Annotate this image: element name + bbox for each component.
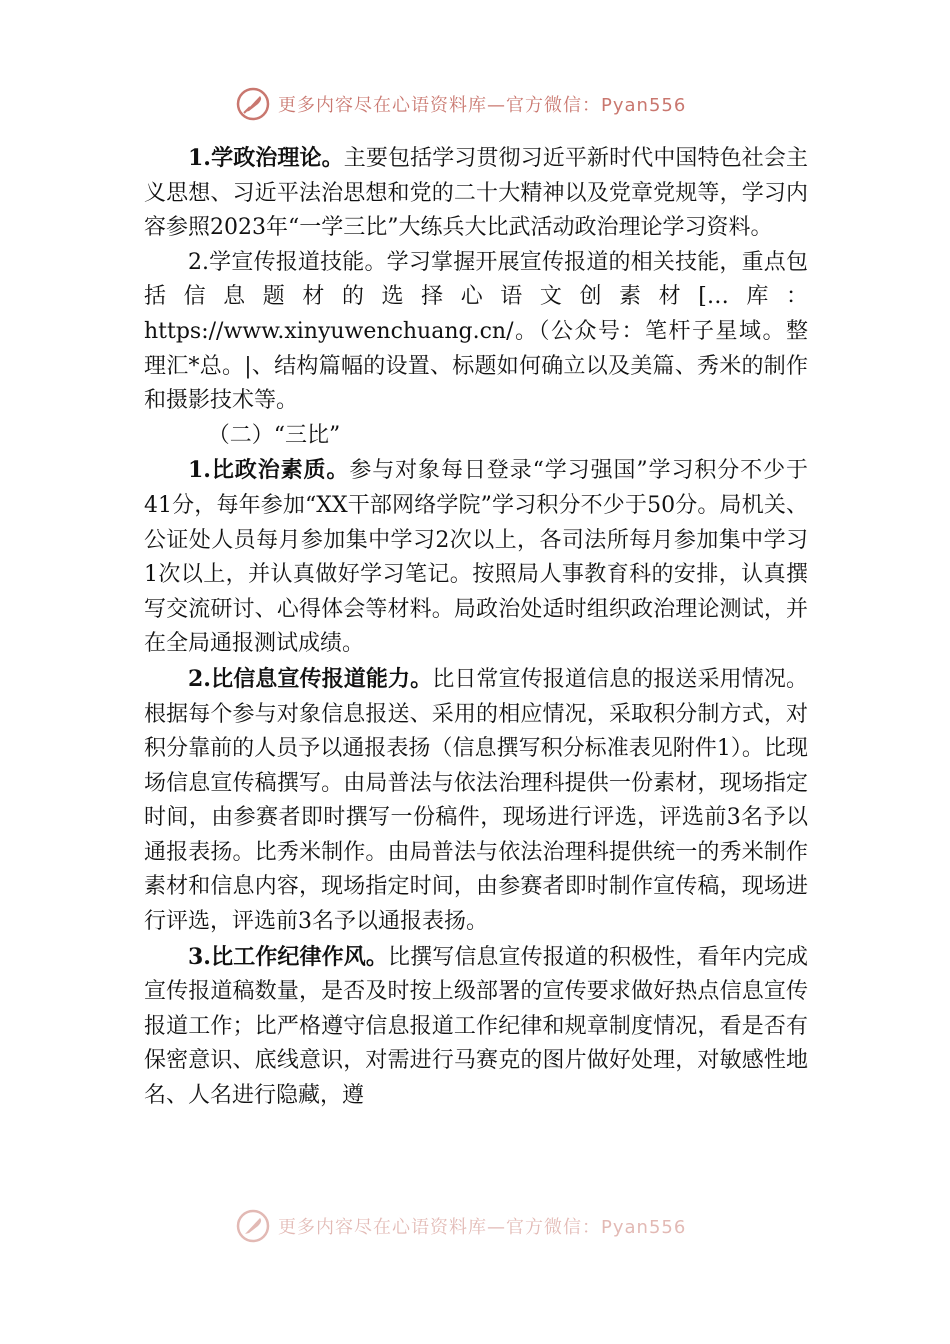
section-heading-three-compare (144, 419, 808, 454)
document-body (144, 141, 808, 1114)
paragraph-body: 2.学宣传报道技能。学习掌握开展宣传报道的相关技能，重点包括信息题材的选择心语文创素材[…库：https://www.xinyuwenchuang.cn/。（公众号：笔杆子星域。整理汇*总。|、结构篇幅的设置、标题如何确立以及美篇、秀米的制作和摄影技术等。 (144, 249, 808, 414)
paragraph-lead: 1.学政治理论。 (188, 145, 344, 171)
paragraph-lead: 1.比政治素质。 (188, 457, 350, 484)
header-watermark-text: 更多内容尽在心语资料库—官方微信：Pyan556 (278, 95, 687, 116)
paragraph-body: 比日常宣传报道信息的报送采用情况。根据每个参与对象信息报送、采用的相应情况，采取积分制方式，对积分靠前的人员予以通报表扬（信息撰写积分标准表见附件1）。比现场信息宣传稿撰写。由局普法与依法治理科提供一份素材，现场指定时间，由参赛者即时撰写一份稿件，现场进行评选，评选前3名予以通报表扬。比秀米制作。由局普法与依法治理科提供统一的秀米制作素材和信息内容，现场指定时间，由参赛者即时制作宣传稿，现场进行评选，评选前3名予以通报表扬。 (144, 666, 808, 935)
paragraph-study-politics (144, 141, 808, 246)
paragraph-lead: 3.比工作纪律作风。 (188, 943, 388, 970)
paragraph-body: 参与对象每日登录“学习强国”学习积分不少于41分，每年参加“XX干部网络学院”学习积分不少于50分。局机关、公证处人员每月参加集中学习2次以上，各司法所每月参加集中学习1次以上，并认真做好学习笔记。按照局人事教育科的安排，认真撰写交流研讨、心得体会等材料。局政治处适时组织政治理论测试，并在全局通报测试成绩。 (144, 458, 808, 657)
quill-logo-icon (236, 87, 270, 121)
paragraph-body: 主要包括学习贯彻习近平新时代中国特色社会主义思想、习近平法治思想和党的二十大精神以及党章党规等，学习内容参照2023年“一学三比”大练兵大比武活动政治理论学习资料。 (144, 146, 808, 241)
paragraph-body: 比撰写信息宣传报道的积极性，看年内完成宣传报道稿数量，是否及时按上级部署的宣传要求做好热点信息宣传报道工作；比严格遵守信息报道工作纪律和规章制度情况，看是否有保密意识、底线意识，对需进行马赛克的图片做好处理，对敏感性地名、人名进行隐藏，遵 (144, 944, 808, 1109)
footer-watermark-text: 更多内容尽在心语资料库—官方微信：Pyan556 (278, 1217, 687, 1238)
paragraph-compare-work-discipline (144, 940, 808, 1114)
paragraph-lead: 2.比信息宣传报道能力。 (188, 665, 433, 692)
header-watermark (236, 84, 686, 124)
paragraph-compare-publicity-ability (144, 662, 808, 940)
paragraph-compare-political-quality (144, 453, 808, 662)
section-heading-text: （二）“三比” (207, 422, 341, 448)
footer-watermark (236, 1206, 686, 1246)
quill-logo-icon (236, 1209, 270, 1243)
paragraph-study-publicity-skills (144, 246, 808, 419)
